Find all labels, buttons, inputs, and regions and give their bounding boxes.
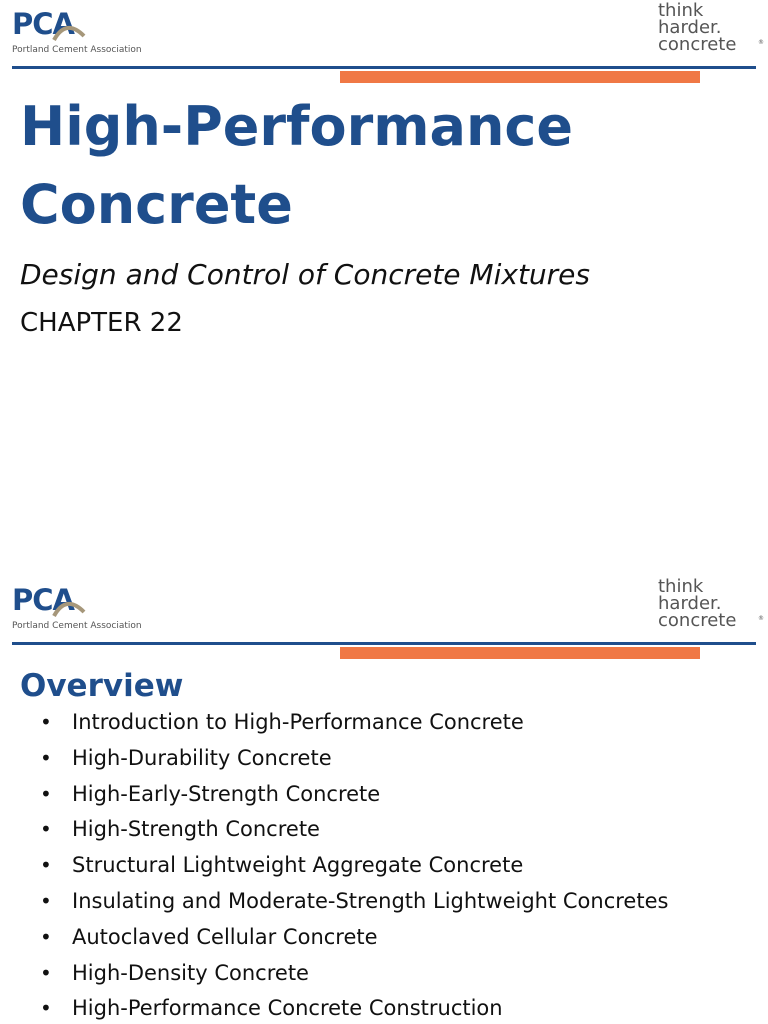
list-item: • High-Strength Concrete — [40, 817, 320, 842]
title-line-1: High-Performance — [20, 95, 574, 158]
logo-word-harder: harder. — [658, 17, 722, 38]
pca-logo-name: Portland Cement Association — [12, 621, 142, 631]
bullet-icon: • — [40, 888, 52, 913]
pca-swoosh-icon — [44, 586, 86, 620]
list-item: • Autoclaved Cellular Concrete — [40, 924, 378, 949]
pca-logo — [12, 8, 142, 60]
header-rule-blue — [12, 642, 756, 645]
header-rule-blue — [12, 66, 756, 69]
chapter-label: CHAPTER 22 — [20, 308, 183, 338]
list-item: • High-Early-Strength Concrete — [40, 781, 381, 806]
list-item: • High-Performance Concrete Construction — [40, 996, 503, 1021]
logo-word-concrete: concrete ® — [658, 610, 764, 631]
list-item: • High-Density Concrete — [40, 960, 309, 985]
bullet-icon: • — [40, 817, 52, 842]
overview-heading: Overview — [20, 668, 184, 704]
bullet-icon: • — [40, 781, 52, 806]
overview-slide — [0, 576, 768, 1024]
header-bar-orange — [340, 71, 700, 83]
bullet-icon: • — [40, 924, 52, 949]
trademark-symbol: ® — [758, 39, 764, 46]
bullet-icon: • — [40, 853, 52, 878]
logo-word-concrete: concrete ® — [658, 34, 764, 55]
overview-list — [40, 710, 668, 1024]
pca-logo — [12, 584, 142, 636]
pca-logo-letters: PCA — [12, 7, 74, 41]
bullet-icon: • — [40, 745, 52, 770]
trademark-symbol: ® — [758, 615, 764, 622]
list-item: • Introduction to High-Performance Concrete — [40, 710, 524, 734]
pca-logo-name: Portland Cement Association — [12, 45, 142, 55]
slide-subtitle: Design and Control of Concrete Mixtures — [20, 258, 590, 291]
header-bar-orange — [340, 647, 700, 659]
list-item: • Structural Lightweight Aggregate Concrete — [40, 853, 524, 878]
bullet-icon: • — [40, 996, 52, 1021]
think-harder-concrete-logo — [658, 0, 764, 56]
logo-word-harder: harder. — [658, 593, 722, 614]
think-harder-concrete-logo — [658, 576, 764, 632]
slide-title — [20, 88, 573, 244]
title-line-2: Concrete — [20, 173, 293, 236]
list-item: • High-Durability Concrete — [40, 745, 332, 770]
list-item: • Insulating and Moderate-Strength Lightweight Concretes — [40, 888, 669, 913]
pca-swoosh-icon — [44, 10, 86, 44]
bullet-icon: • — [40, 960, 52, 985]
logo-word-think: think — [658, 576, 704, 597]
logo-word-think: think — [658, 0, 704, 21]
pca-logo-letters: PCA — [12, 583, 74, 617]
bullet-icon: • — [40, 710, 52, 734]
